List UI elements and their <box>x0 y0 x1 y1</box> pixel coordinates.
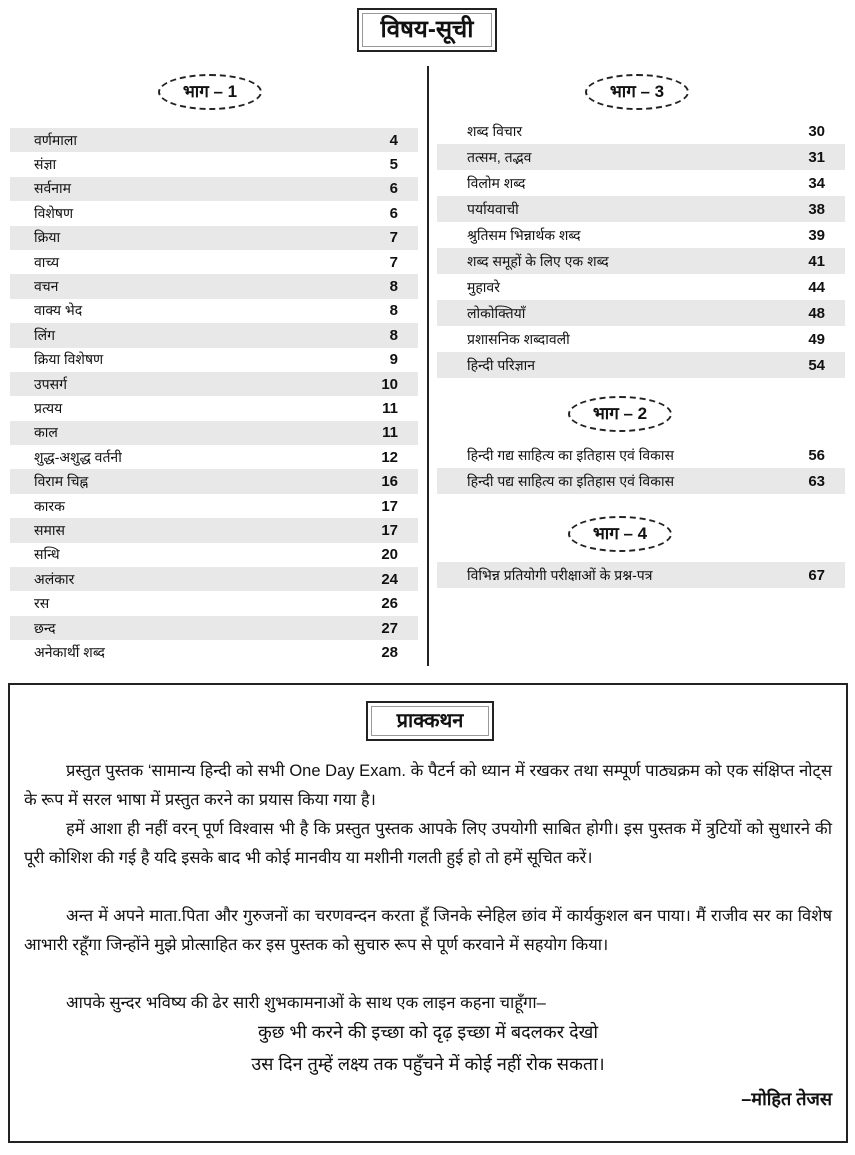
preface-paragraph: प्रस्तुत पुस्तक ‘सामान्य हिन्दी को सभी One Day Exam. के पैटर्न को ध्यान में रखकर तथा सम्पूर्ण पाठ्यक्रम को एक संक्षिप्त नोट्स के रूप में सरल भाषा में प्रस्तुत करने का प्रयास किया गया है। <box>24 762 832 809</box>
author-signature: –मोहित तेजस <box>741 1089 832 1109</box>
toc-entry-page: 27 <box>381 619 398 637</box>
toc-entry <box>437 468 845 494</box>
part-1-list <box>10 128 418 665</box>
toc-entry-title: वचन <box>34 278 59 295</box>
toc-entry <box>10 567 418 591</box>
toc-entry <box>437 442 845 468</box>
toc-entry <box>437 118 845 144</box>
part-2-badge: भाग – 2 <box>568 396 672 432</box>
toc-entry <box>10 299 418 323</box>
toc-entry-page: 10 <box>381 375 398 393</box>
toc-entry-page: 63 <box>808 472 825 490</box>
toc-entry-title: वर्णमाला <box>34 131 78 148</box>
preface-title: प्राक्कथन <box>366 701 494 741</box>
toc-entry <box>10 152 418 176</box>
toc-entry-page: 7 <box>389 229 398 247</box>
toc-entry-title: मुहावरे <box>467 278 500 295</box>
toc-entry-page: 24 <box>381 570 398 588</box>
toc-entry <box>437 170 845 196</box>
toc-entry <box>10 469 418 493</box>
toc-entry-page: 11 <box>382 424 398 442</box>
toc-entry-page: 56 <box>808 446 825 464</box>
toc-entry-page: 26 <box>381 595 398 613</box>
toc-entry-title: शब्द विचार <box>467 122 523 139</box>
part-2-list <box>437 442 845 494</box>
toc-entry-title: श्रुतिसम भिन्नार्थक शब्द <box>467 226 581 243</box>
toc-entry-page: 17 <box>381 497 398 515</box>
toc-entry-page: 48 <box>808 304 825 322</box>
preface-paragraph: अन्त में अपने माता.पिता और गुरुजनों का चरणवन्दन करता हूँ जिनके स्नेहिल छांव में कार्यकुशल बन पाया। मैं राजीव सर का विशेष आभारी रहूँगा जिन्होंने मुझे प्रोत्साहित कर इस पुस्तक को सुचारु रूप से पूर्ण करवाने में सहयोग किया। <box>24 907 832 954</box>
toc-entry-title: रस <box>34 595 50 612</box>
toc-entry <box>437 144 845 170</box>
toc-entry-page: 17 <box>381 521 398 539</box>
toc-entry-page: 30 <box>808 122 825 140</box>
toc-entry-page: 9 <box>389 351 398 369</box>
toc-entry <box>10 201 418 225</box>
toc-entry <box>10 543 418 567</box>
quote-line: उस दिन तुम्हें लक्ष्य तक पहुँचने में कोई नहीं रोक सकता। <box>251 1054 605 1074</box>
toc-entry-title: विभिन्न प्रतियोगी परीक्षाओं के प्रश्न-पत्र <box>467 566 653 583</box>
toc-entry-title: हिन्दी परिज्ञान <box>467 356 536 373</box>
preface-paragraph: आपके सुन्दर भविष्य की ढेर सारी शुभकामनाओं के साथ एक लाइन कहना चाहूँगा– <box>66 994 546 1012</box>
toc-entry-title: विशेषण <box>34 204 74 221</box>
toc-entry <box>10 250 418 274</box>
toc-entry <box>437 300 845 326</box>
toc-entry <box>10 372 418 396</box>
part-3-badge: भाग – 3 <box>585 74 689 110</box>
toc-entry-page: 12 <box>381 448 398 466</box>
toc-entry <box>437 352 845 378</box>
toc-entry-page: 7 <box>389 253 398 271</box>
toc-entry-page: 44 <box>808 278 825 296</box>
toc-entry-page: 6 <box>389 180 398 198</box>
toc-entry-title: सर्वनाम <box>34 180 72 197</box>
toc-entry-title: वाच्य <box>34 253 60 270</box>
toc-title: विषय-सूची <box>357 8 497 52</box>
toc-entry-page: 54 <box>808 356 825 374</box>
toc-entry <box>10 518 418 542</box>
toc-entry-page: 11 <box>382 399 398 417</box>
toc-entry <box>437 562 845 588</box>
toc-entry <box>10 616 418 640</box>
toc-entry-page: 67 <box>808 566 825 584</box>
toc-entry-title: हिन्दी पद्य साहित्य का इतिहास एवं विकास <box>467 472 675 489</box>
toc-entry-title: तत्सम, तद्भव <box>467 148 532 165</box>
toc-entry-page: 41 <box>808 252 825 270</box>
toc-entry-page: 16 <box>381 473 398 491</box>
part-4-badge: भाग – 4 <box>568 516 672 552</box>
toc-entry-title: शुद्ध-अशुद्ध वर्तनी <box>34 448 122 465</box>
column-divider <box>427 66 429 666</box>
toc-entry-page: 4 <box>389 131 398 149</box>
part-3-list <box>437 118 845 378</box>
toc-entry <box>10 396 418 420</box>
toc-entry-title: हिन्दी गद्य साहित्य का इतिहास एवं विकास <box>467 446 674 463</box>
toc-entry-title: प्रत्यय <box>34 399 63 416</box>
toc-entry-title: संज्ञा <box>34 156 57 173</box>
toc-entry-title: काल <box>34 424 58 441</box>
toc-entry <box>10 226 418 250</box>
toc-entry-page: 8 <box>389 326 398 344</box>
toc-entry-title: वाक्य भेद <box>34 302 83 319</box>
toc-entry-title: क्रिया <box>34 229 61 246</box>
toc-entry <box>10 348 418 372</box>
toc-entry-page: 8 <box>389 302 398 320</box>
toc-entry-page: 8 <box>389 278 398 296</box>
preface-box <box>8 683 848 1143</box>
toc-entry-title: अनेकार्थी शब्द <box>34 643 105 660</box>
toc-entry <box>10 421 418 445</box>
toc-entry-page: 20 <box>381 546 398 564</box>
quote-line: कुछ भी करने की इच्छा को दृढ़ इच्छा में बदलकर देखो <box>257 1022 599 1042</box>
toc-entry-page: 5 <box>389 156 398 174</box>
toc-entry-title: विलोम शब्द <box>467 174 526 191</box>
toc-entry <box>437 196 845 222</box>
toc-entry <box>437 248 845 274</box>
toc-entry <box>10 274 418 298</box>
toc-entry-title: लोकोक्तियाँ <box>467 304 526 321</box>
toc-entry <box>10 640 418 664</box>
toc-entry-title: पर्यायवाची <box>467 200 519 217</box>
toc-entry-title: प्रशासनिक शब्दावली <box>467 330 570 347</box>
toc-entry-page: 34 <box>808 174 825 192</box>
toc-entry <box>10 494 418 518</box>
toc-entry <box>10 323 418 347</box>
toc-entry <box>10 445 418 469</box>
toc-entry <box>10 591 418 615</box>
toc-entry-title: क्रिया विशेषण <box>34 351 104 368</box>
toc-entry-title: कारक <box>34 497 65 514</box>
toc-entry-page: 31 <box>808 148 825 166</box>
toc-entry-title: सन्धि <box>34 546 60 563</box>
toc-entry <box>437 274 845 300</box>
toc-entry <box>10 128 418 152</box>
toc-entry-title: छन्द <box>34 619 56 636</box>
part-4-list <box>437 562 845 588</box>
toc-entry-page: 6 <box>389 204 398 222</box>
toc-entry-page: 39 <box>808 226 825 244</box>
toc-entry-title: लिंग <box>34 326 55 343</box>
preface-paragraph: हमें आशा ही नहीं वरन् पूर्ण विश्वास भी है कि प्रस्तुत पुस्तक आपके लिए उपयोगी साबित होगी। इस पुस्तक में त्रुटियों को सुधारने की पूरी कोशिश की गई है यदि इसके बाद भी कोई मानवीय या मशीनी गलती हुई हो तो हमें सूचित करें। <box>24 820 832 867</box>
toc-entry-title: उपसर्ग <box>34 375 67 392</box>
toc-entry-page: 28 <box>381 643 398 661</box>
toc-entry-page: 49 <box>808 330 825 348</box>
part-1-badge: भाग – 1 <box>158 74 262 110</box>
toc-entry-title: शब्द समूहों के लिए एक शब्द <box>467 252 609 269</box>
toc-entry-title: समास <box>34 521 65 538</box>
toc-entry-title: अलंकार <box>34 570 75 587</box>
toc-entry <box>10 177 418 201</box>
toc-entry-page: 38 <box>808 200 825 218</box>
toc-entry-title: विराम चिह्न <box>34 473 89 490</box>
toc-entry <box>437 326 845 352</box>
toc-entry <box>437 222 845 248</box>
